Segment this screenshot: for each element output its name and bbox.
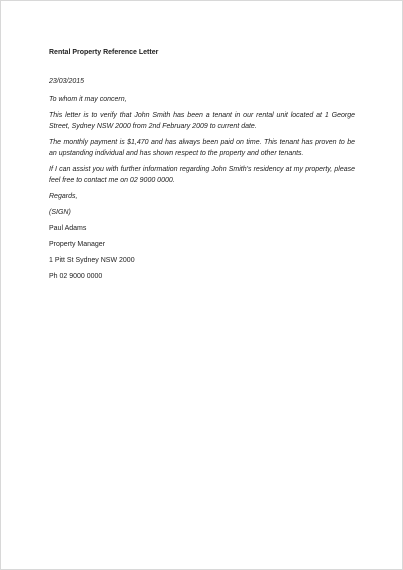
sender-title: Property Manager <box>49 241 106 248</box>
letter-title: Rental Property Reference Letter <box>49 49 159 56</box>
sender-phone: Ph 02 9000 0000 <box>49 273 103 280</box>
paragraph-payment: The monthly payment is $1,470 and has always been paid on time. This tenant has proven to be an upstanding individual and has shown respect to the property and other tenants. <box>49 139 355 157</box>
closing: Regards, <box>49 193 78 200</box>
paragraph-verification: This letter is to verify that John Smith has been a tenant in our rental unit located at 1 George Street, Sydney NSW 2000 from 2nd February 2009 to current date. <box>49 112 355 130</box>
sender-name: Paul Adams <box>49 225 87 232</box>
signature-placeholder: (SIGN) <box>49 209 71 216</box>
sender-address: 1 Pitt St Sydney NSW 2000 <box>49 257 135 264</box>
letter-body <box>49 47 355 282</box>
paragraph-contact: If I can assist you with further information regarding John Smith's residency at my property, please feel free to contact me on 02 9000 0000. <box>49 166 355 184</box>
letter-date: 23/03/2015 <box>49 78 85 85</box>
salutation: To whom it may concern, <box>49 96 127 103</box>
